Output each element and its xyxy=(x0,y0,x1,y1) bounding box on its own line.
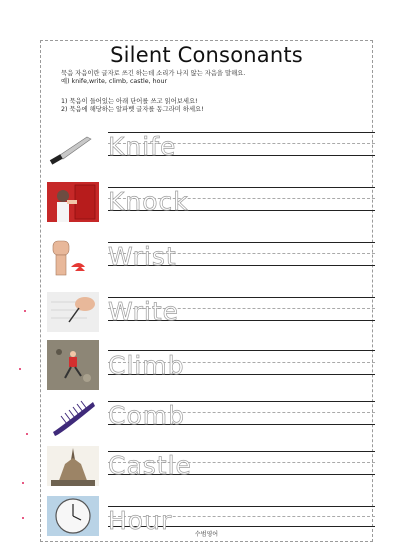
trace-word: Wrist xyxy=(108,242,177,271)
word-row-comb xyxy=(47,396,375,442)
trace-word: Write xyxy=(108,297,180,326)
margin-mark xyxy=(24,310,26,312)
trace-word: Knife xyxy=(108,132,177,161)
instruction-line: 묵음 자음이란 글자로 쓰긴 하는데 소리가 나지 않는 자음을 말해요. xyxy=(61,70,246,77)
margin-mark xyxy=(19,368,21,370)
margin-mark xyxy=(22,517,24,519)
margin-mark xyxy=(22,482,24,484)
word-row-knife xyxy=(47,127,375,173)
word-row-climb xyxy=(47,340,375,386)
page-title: Silent Consonants xyxy=(110,43,303,67)
worksheet xyxy=(40,40,373,542)
climbing-icon xyxy=(47,340,99,390)
castle-icon xyxy=(47,446,99,486)
footer-label: 수범영어 xyxy=(194,531,219,538)
trace-word: Knock xyxy=(108,187,189,216)
word-row-wrist xyxy=(47,237,375,283)
trace-word: Climb xyxy=(108,351,185,380)
instruction-line: 예) knife,write, climb, castle, hour xyxy=(61,78,168,85)
trace-word: Comb xyxy=(108,401,185,430)
instruction-line: 1) 묵음이 들어있는 아래 단어를 쓰고 읽어보세요! xyxy=(61,98,198,105)
trace-word: Hour xyxy=(108,506,173,535)
word-row-castle xyxy=(47,446,375,492)
knife-icon xyxy=(47,127,99,167)
margin-mark xyxy=(26,433,28,435)
word-row-knock xyxy=(47,182,375,228)
comb-icon xyxy=(47,396,99,436)
wrist-icon xyxy=(47,237,99,277)
trace-word: Castle xyxy=(108,451,192,480)
knocking-door-icon xyxy=(47,182,99,222)
instruction-line: 2) 묵음에 해당하는 알파벳 글자를 동그라미 하세요! xyxy=(61,106,204,113)
writing-hand-icon xyxy=(47,292,99,332)
word-row-write xyxy=(47,292,375,338)
